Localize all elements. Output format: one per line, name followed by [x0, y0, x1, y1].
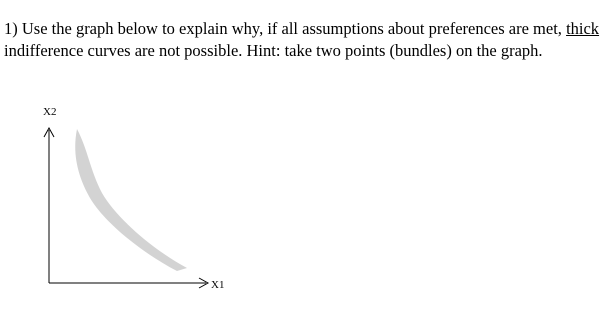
- question-line-1-text: 1) Use the graph below to explain why, if all assumptions about preferences are met,: [4, 19, 567, 38]
- x-axis-label: X1: [211, 279, 225, 291]
- y-axis-label: X2: [43, 106, 57, 118]
- underlined-word: thick: [566, 19, 600, 38]
- thick-indifference-curve: [75, 129, 187, 271]
- question-line-2: indifference curves are not possible. Hint: take two points (bundles) on the graph.: [4, 41, 543, 60]
